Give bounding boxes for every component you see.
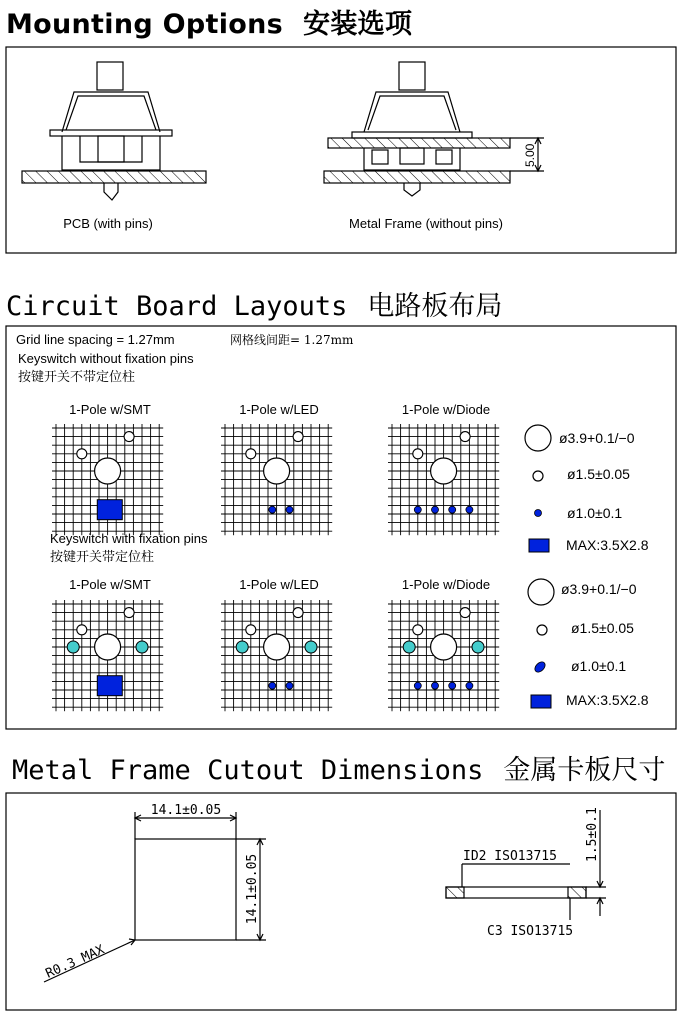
grid-smt-fix-fix-pin-left <box>67 641 79 653</box>
grid-diode-fix-diode-pad <box>449 682 456 689</box>
legend-small-hole: ø1.0±0.1 <box>567 505 623 521</box>
grid-led-fix-fix-pin-right <box>305 641 317 653</box>
legend-small-hole-2: ø1.0±0.1 <box>571 658 627 674</box>
grid-smt-pin-hole-b <box>77 449 87 459</box>
grid-diode-fix-diode-pad <box>414 682 421 689</box>
grid-diode-fix-diode-pad <box>466 682 473 689</box>
group2-label-en: Keyswitch with fixation pins <box>50 531 208 546</box>
legend-group-1 <box>525 425 551 552</box>
grid-diode-fix-pin-hole-a <box>460 608 470 618</box>
cutout-section-drawing <box>446 810 606 920</box>
grid-diode-pin-hole-a <box>460 432 470 442</box>
grid-diode-diode-pad <box>414 506 421 513</box>
mounting-options-title: Mounting Options 安装选项 <box>6 9 413 40</box>
legend-small-hole-icon-2 <box>533 660 547 674</box>
legend-small-hole-icon <box>535 510 542 517</box>
id-note: ID2 ISO13715 <box>463 849 557 864</box>
legend-pad-icon <box>529 539 549 552</box>
legend-large-hole-icon-2 <box>528 579 554 605</box>
legend-pad: MAX:3.5X2.8 <box>566 537 649 553</box>
legend-medium-hole-icon <box>533 471 543 481</box>
cutout-height: 14.1±0.05 <box>245 853 260 925</box>
grid-smt-center-hole <box>95 458 121 484</box>
frame-dimension: 5.00 <box>523 143 537 167</box>
group2-label-cn: 按键开关带定位柱 <box>50 550 155 565</box>
legend-pad-icon-2 <box>531 695 551 708</box>
legend-medium-hole-icon-2 <box>537 625 547 635</box>
grid-smt-fix-pin-hole-a <box>124 608 134 618</box>
grid-diode-center-hole <box>431 458 457 484</box>
layout-title-led: 1-Pole w/LED <box>239 402 319 417</box>
grid-diode-fix-fix-pin-right <box>472 641 484 653</box>
grid-diode-pin-hole-b <box>413 449 423 459</box>
group1-label-cn: 按键开关不带定位柱 <box>18 370 136 385</box>
grid-diode-fix-pin-hole-b <box>413 625 423 635</box>
grid-led-fix-led-pad <box>286 682 293 689</box>
grid-smt-fix-center-hole <box>95 634 121 660</box>
grid-diode-fix-diode-pad <box>432 682 439 689</box>
legend-large-hole: ø3.9+0.1/−0 <box>559 430 635 446</box>
legend-large-hole-2: ø3.9+0.1/−0 <box>561 581 637 597</box>
grid-smt-fix-smt-pad <box>97 676 122 696</box>
grid-smt-pin-hole-a <box>124 432 134 442</box>
grid-led-fix-pin-hole-a <box>293 608 303 618</box>
layout-title-smt: 1-Pole w/SMT <box>69 402 151 417</box>
grid-diode-fix-fix-pin-left <box>403 641 415 653</box>
cutout-radius: R0.3 MAX <box>43 942 107 982</box>
grid-diode-fix-center-hole <box>431 634 457 660</box>
grid-led-led-pad <box>269 506 276 513</box>
frame-mount-drawing <box>324 62 544 196</box>
frame-label: Metal Frame (without pins) <box>349 216 503 231</box>
circuit-board-title: Circuit Board Layouts 电路板布局 <box>6 291 503 322</box>
legend-pad-2: MAX:3.5X2.8 <box>566 692 649 708</box>
grid-led-pin-hole-a <box>293 432 303 442</box>
grid-led-fix-fix-pin-left <box>236 641 248 653</box>
legend-large-hole-icon <box>525 425 551 451</box>
cutout-width: 14.1±0.05 <box>150 803 222 818</box>
legend-medium-hole: ø1.5±0.05 <box>567 466 630 482</box>
layout-title-led-fix: 1-Pole w/LED <box>239 577 319 592</box>
grid-diode-diode-pad <box>449 506 456 513</box>
grid-led-led-pad <box>286 506 293 513</box>
grid-led-pin-hole-b <box>246 449 256 459</box>
group1-label-en: Keyswitch without fixation pins <box>18 351 194 366</box>
grid-led-fix-pin-hole-b <box>246 625 256 635</box>
cutout-thickness: 1.5±0.1 <box>585 807 600 862</box>
layout-title-diode: 1-Pole w/Diode <box>401 402 491 417</box>
grid-smt-fix-fix-pin-right <box>136 641 148 653</box>
grid-note-cn: 网格线间距= 1.27mm <box>230 333 354 347</box>
grid-diode-diode-pad <box>432 506 439 513</box>
grid-led-center-hole <box>264 458 290 484</box>
layout-title-diode-fix: 1-Pole w/Diode <box>401 577 491 592</box>
cutout-panel <box>6 793 676 1010</box>
grid-diode-diode-pad <box>466 506 473 513</box>
grid-note: Grid line spacing = 1.27mm <box>16 332 175 347</box>
legend-medium-hole-2: ø1.5±0.05 <box>571 620 634 636</box>
cutout-dimensions-title: Metal Frame Cutout Dimensions 金属卡板尺寸 <box>12 755 666 786</box>
footprint-grids <box>52 424 499 711</box>
grid-led-fix-center-hole <box>264 634 290 660</box>
pcb-label: PCB (with pins) <box>63 216 153 231</box>
layout-title-smt-fix: 1-Pole w/SMT <box>69 577 151 592</box>
grid-smt-smt-pad <box>97 500 122 520</box>
grid-smt-fix-pin-hole-b <box>77 625 87 635</box>
legend-group-2 <box>528 579 554 708</box>
pcb-mount-drawing <box>22 62 206 200</box>
grid-led-fix-led-pad <box>269 682 276 689</box>
chamfer-note: C3 ISO13715 <box>487 924 574 939</box>
